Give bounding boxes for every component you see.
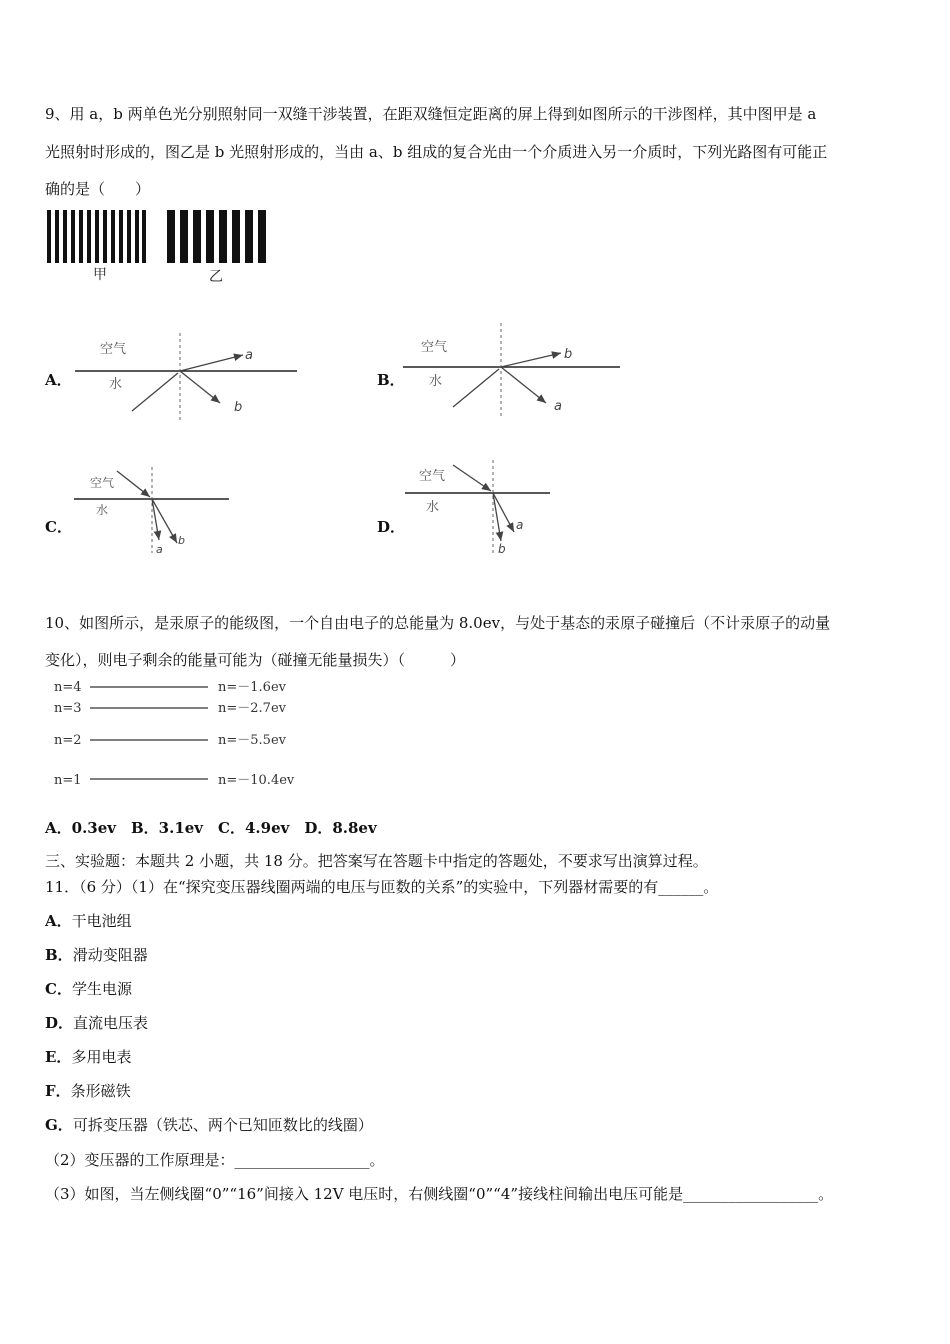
pattern-jia-label: 甲 [93,267,107,283]
q9-option-a-diagram [75,325,305,425]
level-n2-label: n=2 [54,733,82,748]
q11-option-c[interactable] [45,978,132,999]
ray-label-2: a [554,399,562,414]
level-n3-energy: n=－2.7ev [218,701,286,716]
option-text: 干电池组 [71,912,132,930]
level-n4-label: n=4 [54,680,82,695]
label-air: 空气 [90,476,115,490]
ray-label-1: a [156,543,163,556]
ray-label-1: a [245,348,253,363]
ray-label-2: a [516,518,524,532]
level-n1-label: n=1 [54,773,82,788]
pattern-yi-label: 乙 [209,269,223,285]
interference-patterns [40,205,280,285]
q11-part3: （3）如图，当左侧线圈“0”“16”间接入 12V 电压时，右侧线圈“0”“4”接线柱间输出电压可能是__________________。 [45,1185,834,1203]
option-text: 滑动变阻器 [72,946,148,964]
q9-line1: 9、用 a，b 两单色光分别照射同一双缝干涉装置，在距双缝恒定距离的屏上得到如图所示的干涉图样，其中图甲是 a [45,105,817,123]
q9-option-c-diagram [72,465,237,560]
q11-option-d[interactable] [45,1012,148,1033]
q9-line3: 确的是（ ） [45,180,151,198]
level-n4-energy: n=－1.6ev [218,680,286,695]
level-n2-energy: n=－5.5ev [218,733,286,748]
q9-option-a-label[interactable]: A． [45,371,72,389]
q10-line2: 变化），则电子剩余的能量可能为（碰撞无能量损失）（ ） [45,651,466,669]
q10-line1: 10、如图所示，是汞原子的能级图，一个自由电子的总能量为 8.0ev，与处于基态的汞原子碰撞后（不计汞原子的动量 [45,614,831,632]
energy-level-diagram [50,675,310,793]
q10-answer-options[interactable]: A．0.3ev B．3.1ev C．4.9ev D．8.8ev [45,819,377,837]
label-air: 空气 [421,340,448,355]
option-text: 可拆变压器（铁芯、两个已知匝数比的线圈） [72,1116,373,1134]
q11-stem: 11．（6 分）（1）在“探究变压器线圈两端的电压与匝数的关系”的实验中，下列器材需要的有______。 [45,878,719,896]
option-letter: C． [45,980,72,998]
pattern-yi [167,210,266,263]
ray-label-2: b [234,400,243,415]
q11-option-b[interactable] [45,944,148,965]
ray-label-1: b [564,347,573,362]
option-letter: E． [45,1048,72,1066]
q9-option-b-label[interactable]: B． [377,371,405,389]
option-letter: F． [45,1082,71,1100]
level-n3-label: n=3 [54,701,82,716]
q11-part2: （2）变压器的工作原理是：__________________。 [45,1151,385,1169]
q9-option-d-diagram [403,458,558,558]
option-letter: A． [45,912,72,930]
option-letter: G． [45,1116,73,1134]
ray-label-1: b [498,542,506,556]
ray-label-2: b [178,534,185,547]
label-water: 水 [96,503,109,517]
option-letter: B． [45,946,73,964]
option-text: 学生电源 [71,980,132,998]
q9-line2: 光照射时形成的，图乙是 b 光照射形成的，当由 a、b 组成的复合光由一个介质进入另一介质时，下列光路图有可能正 [45,143,828,161]
label-water: 水 [426,500,440,515]
label-water: 水 [429,374,443,389]
label-air: 空气 [419,469,446,484]
q11-option-a[interactable] [45,910,132,931]
option-letter: D． [45,1014,74,1032]
q11-option-e[interactable] [45,1046,131,1067]
q9-option-c-label[interactable]: C． [45,518,72,536]
option-text: 条形磁铁 [70,1082,131,1100]
q9-option-b-diagram [403,320,628,420]
label-air: 空气 [100,342,127,357]
q9-option-d-label[interactable]: D． [377,518,406,536]
option-text: 直流电压表 [73,1014,149,1032]
section3-title: 三、实验题：本题共 2 小题，共 18 分。把答案写在答题卡中指定的答题处，不要求写出演算过程。 [45,852,708,870]
pattern-jia [47,210,146,263]
q11-option-f[interactable] [45,1080,131,1101]
level-n1-energy: n=－10.4ev [218,773,295,788]
option-text: 多用电表 [71,1048,132,1066]
q11-option-g[interactable] [45,1114,373,1135]
label-water: 水 [109,377,123,392]
